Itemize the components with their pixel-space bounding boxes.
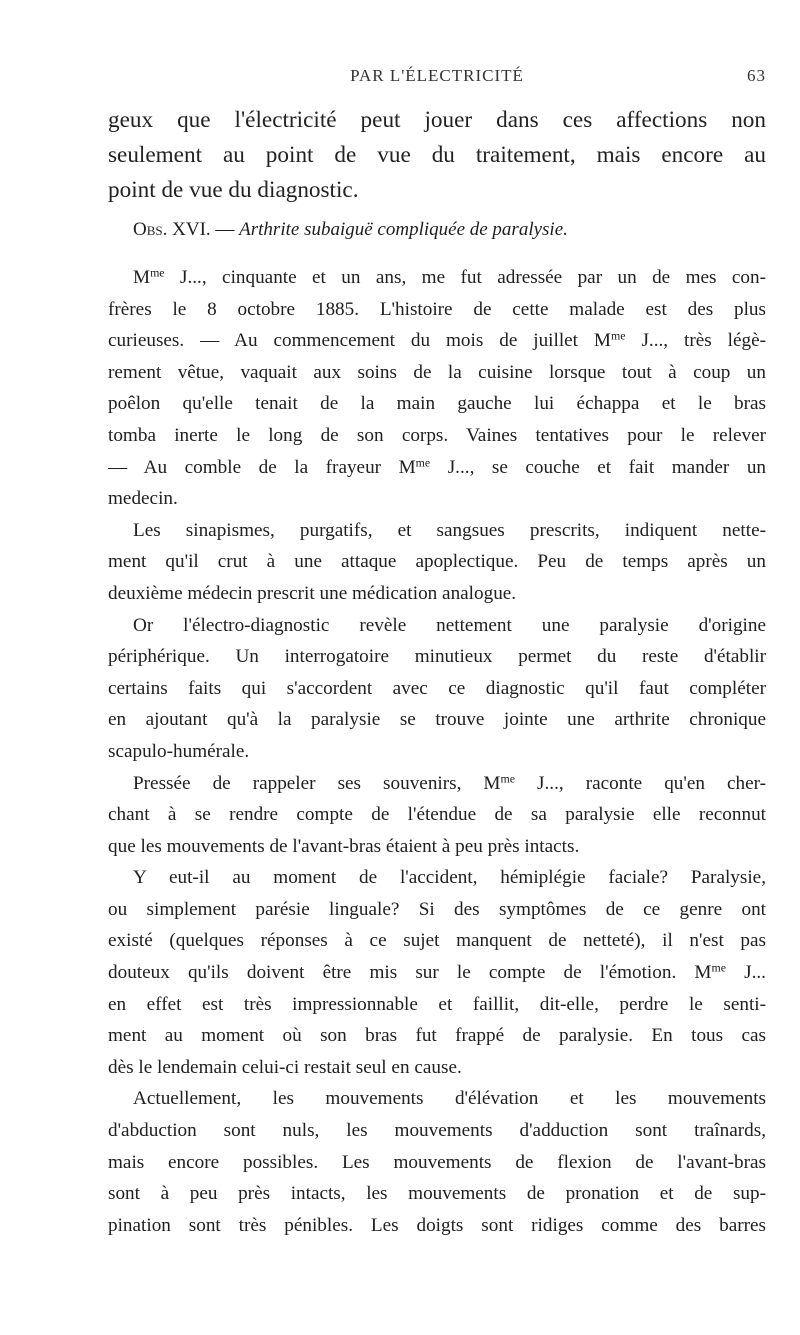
text-line: Pressée de rappeler ses souvenirs, $M^{me}$ J..., raconte qu'en cher-: [133, 770, 767, 794]
running-title: PAR L'ÉLECTRICITÉ: [350, 66, 524, 85]
text-line: périphérique. Un interrogatoire minutieux permet du reste d'établir: [108, 646, 766, 668]
text-line: Les sinapismes, purgatifs, et sangsues prescrits, indiquent nette-: [133, 519, 766, 541]
text-line: frères le 8 octobre 1885. L'histoire de cette malade est des plus: [108, 298, 766, 320]
text-line: Or l'électro-diagnostic revèle nettement une paralysie d'origine: [133, 614, 766, 636]
text-line: Actuellement, les mouvements d'élévation et les mouvements: [133, 1088, 766, 1110]
text-line: Y eut-il au moment de l'accident, hémiplégie faciale? Paralysie,: [133, 867, 766, 889]
text-line: dès le lendemain celui-ci restait seul en cause.: [108, 1056, 462, 1078]
text-line: $M^{me}$ J..., cinquante et un ans, me fut adressée par un de mes con-: [133, 265, 766, 288]
text-line: d'abduction sont nuls, les mouvements d'adduction sont traînards,: [108, 1120, 766, 1142]
paragraph: [108, 768, 766, 863]
intro-line: point de vue du diagnostic.: [108, 177, 359, 203]
text-line: curieuses. — Au commencement du mois de juillet $M^{me}$ J..., très légè-: [108, 328, 766, 352]
intro-paragraph: [108, 103, 766, 208]
text-line: ou simplement parésie linguale? Si des symptômes de ce genre ont: [108, 898, 766, 920]
observation-body: [108, 262, 766, 1241]
paragraph: [108, 262, 766, 515]
text-line: ment qu'il crut à une attaque apoplectique. Peu de temps après un: [108, 551, 766, 573]
page-number: 63: [747, 66, 766, 85]
paragraph: [108, 862, 766, 1083]
text-line: — Au comble de la frayeur $M^{me}$ J..., se couche et fait mander un: [108, 455, 767, 478]
text-line: certains faits qui s'accordent avec ce diagnostic qu'il faut compléter: [108, 677, 766, 699]
text-line: rement vêtue, vaquait aux soins de la cuisine lorsque tout à coup un: [108, 361, 766, 383]
text-line: douteux qu'ils doivent être mis sur le compte de l'émotion. $M^{me}$ J...: [108, 960, 766, 984]
observation-heading: [133, 219, 766, 241]
text-line: poêlon qu'elle tenait de la main gauche lui échappa et le bras: [108, 393, 766, 415]
text-line: ment au moment où son bras fut frappé de paralysie. En tous cas: [108, 1025, 766, 1047]
text-line: en ajoutant qu'à la paralysie se trouve jointe une arthrite chronique: [108, 709, 766, 731]
text-line: tomba inerte le long de son corps. Vaines tentatives pour le relever: [108, 424, 766, 446]
text-line: medecin.: [108, 488, 178, 510]
text-line: existé (quelques réponses à ce sujet manquent de netteté), il n'est pas: [108, 930, 766, 952]
intro-line: geux que l'électricité peut jouer dans ces affections non: [108, 107, 766, 133]
text-line: chant à se rendre compte de l'étendue de sa paralysie elle reconnut: [108, 804, 766, 826]
running-head: [108, 66, 766, 90]
text-line: scapulo-humérale.: [108, 740, 250, 762]
intro-line: seulement au point de vue du traitement, mais encore au: [108, 142, 766, 168]
paragraph: [108, 1083, 766, 1241]
text-line: pination sont très pénibles. Les doigts sont ridiges comme des barres: [108, 1214, 766, 1236]
paragraph: [108, 515, 766, 610]
text-line: deuxième médecin prescrit une médication analogue.: [108, 582, 517, 604]
text-line: mais encore possibles. Les mouvements de flexion de l'avant-bras: [108, 1151, 766, 1173]
text-line: sont à peu près intacts, les mouvements de pronation et de sup-: [108, 1183, 766, 1205]
text-line: que les mouvements de l'avant-bras étaient à peu près intacts.: [108, 835, 580, 857]
paragraph: [108, 610, 766, 768]
observation-title: Arthrite subaiguë compliquée de paralysie.: [239, 219, 568, 240]
text-line: en effet est très impressionnable et faillit, dit-elle, perdre le senti-: [108, 993, 766, 1015]
observation-label: Obs. XVI. —: [133, 219, 235, 240]
